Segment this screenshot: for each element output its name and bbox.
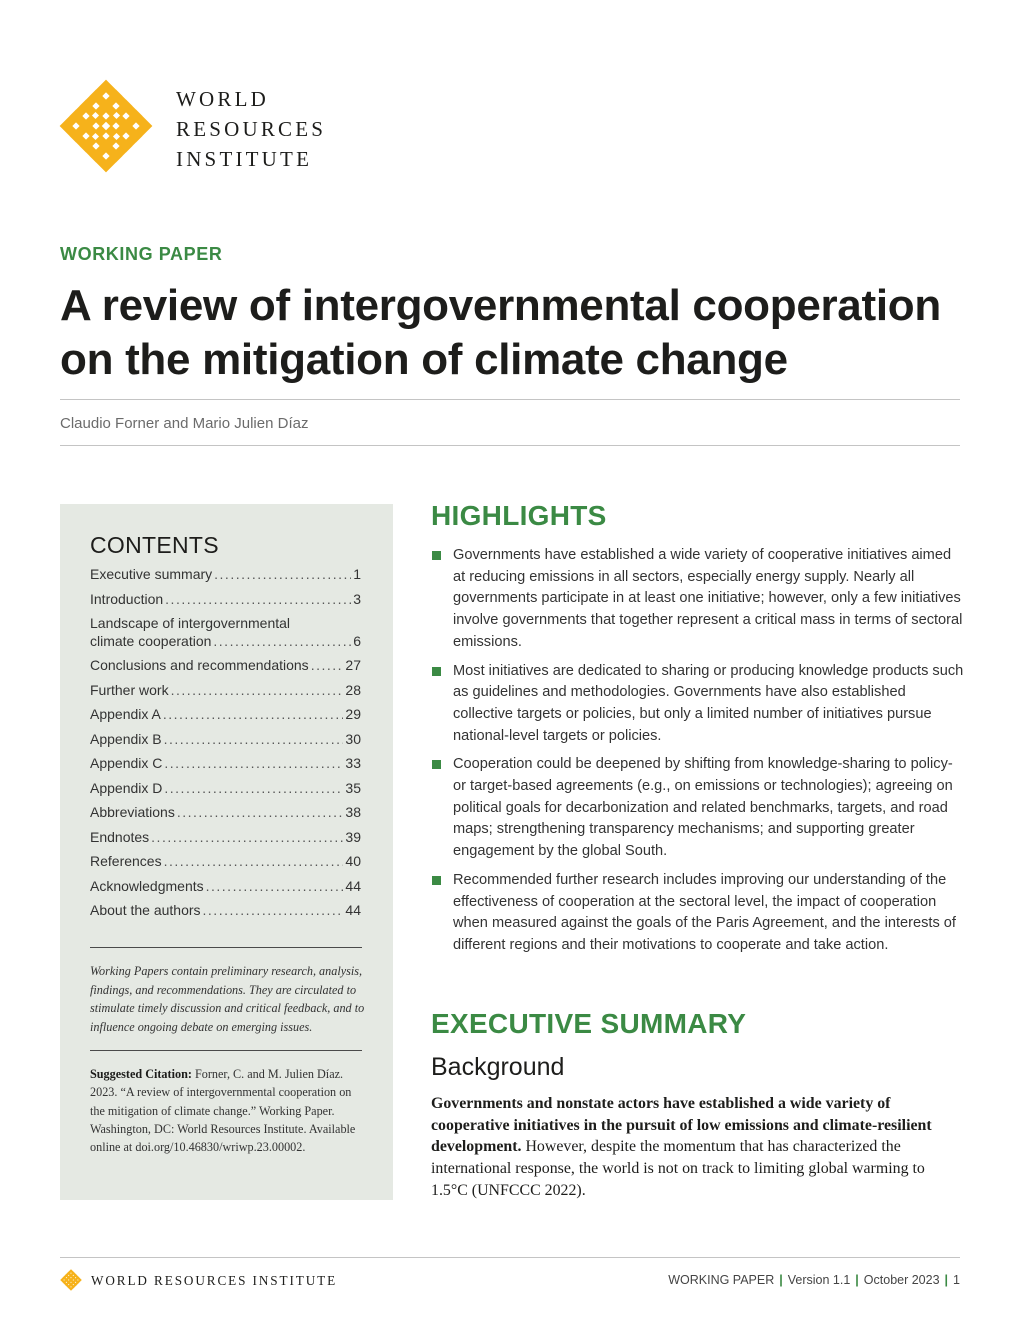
title-line-1: A review of intergovernmental cooperation bbox=[60, 281, 941, 330]
toc-label: Introduction bbox=[90, 590, 164, 607]
bullet-square-icon bbox=[432, 551, 441, 560]
toc-label: Executive summary bbox=[90, 566, 213, 582]
toc-item-abbreviations[interactable] bbox=[90, 804, 361, 822]
toc-page: 3 bbox=[353, 590, 361, 607]
title-divider bbox=[60, 399, 960, 400]
citation-text: Forner, C. and M. Julien Díaz. 2023. “A review of intergovernmental cooperation on the mitigation of climate change.” Working Paper. Washington, DC: World Resources Institute. Available online at doi.org/10.46830/wriwp.23.00002. bbox=[90, 1067, 356, 1155]
toc-item-appendix-c[interactable] bbox=[90, 755, 361, 773]
list-item bbox=[431, 545, 966, 654]
toc-label: Appendix D bbox=[90, 779, 163, 796]
toc-item-landscape[interactable] bbox=[90, 615, 361, 650]
toc-label-2: climate cooperation bbox=[90, 632, 212, 649]
bullet-square-icon bbox=[432, 760, 441, 769]
toc-label: Appendix C bbox=[90, 755, 163, 771]
toc-item-acknowledgments[interactable] bbox=[90, 878, 361, 896]
contents-heading: CONTENTS bbox=[90, 532, 219, 558]
toc-label: Conclusions and recommendations bbox=[90, 657, 309, 673]
bullet-square-icon bbox=[432, 667, 441, 676]
list-item bbox=[431, 661, 966, 748]
toc-item-introduction[interactable] bbox=[90, 591, 361, 609]
toc-page: 44 bbox=[345, 877, 361, 894]
toc-label: Appendix B bbox=[90, 730, 162, 747]
title-line-2: on the mitigation of climate change bbox=[60, 335, 788, 384]
footer-brand: WORLD RESOURCES INSTITUTE bbox=[91, 1273, 338, 1288]
highlight-text: Most initiatives are dedicated to sharing or producing knowledge products such as guidelines and methodologies. Governments have also established collective targets or policies, but only a limited number of initiatives pursue national-level targets or policies. bbox=[453, 662, 964, 744]
toc-item-appendix-a[interactable] bbox=[90, 706, 361, 724]
toc-item-appendix-d[interactable] bbox=[90, 780, 361, 798]
toc-item-conclusions[interactable] bbox=[90, 657, 361, 675]
highlights-heading: HIGHLIGHTS bbox=[431, 500, 607, 531]
table-of-contents bbox=[90, 566, 361, 927]
highlight-text: Governments have established a wide variety of cooperative initiatives aimed at reducing emissions in all sectors, especially energy supply. Nearly all governments participate in at least one initiative; however, only a few initiatives involve governments that together represent a critical mass in terms of sectoral emissions. bbox=[453, 547, 963, 650]
brand-wordmark bbox=[176, 84, 326, 174]
executive-summary-paragraph bbox=[431, 1093, 961, 1202]
list-item bbox=[431, 754, 966, 863]
footer-doc-type: WORKING PAPER bbox=[668, 1273, 775, 1287]
paper-title bbox=[60, 279, 980, 387]
paper-type-label: WORKING PAPER bbox=[60, 244, 223, 264]
toc-item-endnotes[interactable] bbox=[90, 829, 361, 847]
suggested-citation bbox=[90, 1065, 362, 1156]
wri-logo-small-icon bbox=[60, 1269, 82, 1291]
list-item bbox=[431, 870, 966, 957]
sidebar-divider bbox=[90, 1050, 362, 1051]
toc-label: About the authors bbox=[90, 902, 201, 918]
toc-label: Appendix A bbox=[90, 706, 161, 722]
bullet-square-icon bbox=[432, 876, 441, 885]
authors-divider bbox=[60, 445, 960, 446]
toc-page: 44 bbox=[345, 902, 361, 918]
toc-page: 33 bbox=[345, 755, 361, 771]
toc-item-appendix-b[interactable] bbox=[90, 731, 361, 749]
brand-line-1: WORLD bbox=[176, 87, 269, 111]
toc-label: Acknowledgments bbox=[90, 877, 204, 894]
toc-item-further-work[interactable] bbox=[90, 682, 361, 700]
paragraph-text: However, despite the momentum that has characterized the international response, the world is not on track to limiting global warming to 1.5°C (UNFCCC 2022). bbox=[431, 1138, 925, 1199]
toc-label: Further work bbox=[90, 681, 169, 698]
toc-page: 38 bbox=[345, 804, 361, 820]
toc-page: 27 bbox=[345, 657, 361, 673]
footer-divider bbox=[60, 1257, 960, 1258]
toc-page: 40 bbox=[345, 853, 361, 869]
working-paper-note: Working Papers contain preliminary research, analysis, findings, and recommendations. They are circulated to stimulate timely discussion and critical feedback, and to influence ongoing debate on emerging issues. bbox=[90, 964, 365, 1034]
toc-label: Landscape of intergovernmental bbox=[90, 615, 291, 631]
toc-page: 30 bbox=[345, 730, 361, 747]
highlights-list bbox=[431, 545, 966, 964]
toc-page: 35 bbox=[345, 779, 361, 796]
footer-meta: WORKING PAPER | Version 1.1 | October 2023 | 1 bbox=[668, 1273, 960, 1287]
toc-page: 28 bbox=[345, 681, 361, 698]
citation-label: Suggested Citation: bbox=[90, 1067, 192, 1081]
bold-lead-text: Governments and nonstate actors have established a wide variety of cooperative initiatives in the pursuit of low emissions and climate-resilient development. bbox=[431, 1095, 932, 1156]
toc-page: 1 bbox=[353, 566, 361, 582]
toc-page: 6 bbox=[353, 632, 361, 649]
brand-line-3: INSTITUTE bbox=[176, 147, 313, 171]
footer-version: Version 1.1 bbox=[787, 1273, 851, 1287]
background-subheading: Background bbox=[431, 1053, 565, 1081]
authors: Claudio Forner and Mario Julien Díaz bbox=[60, 415, 309, 432]
contents-sidebar bbox=[60, 504, 393, 1200]
executive-summary-heading: EXECUTIVE SUMMARY bbox=[431, 1008, 747, 1039]
toc-page: 29 bbox=[345, 706, 361, 722]
highlight-text: Recommended further research includes improving our understanding of the effectiveness of cooperation at the sectoral level, the impact of cooperation when measured against the goals of the Paris Agreement, and the interests of different regions and their motivations to cooperate and take action. bbox=[453, 871, 956, 953]
toc-item-references[interactable] bbox=[90, 853, 361, 871]
highlight-text: Cooperation could be deepened by shifting from knowledge-sharing to policy- or target-based agreements (e.g., on emissions or technologies); agreeing on political goals for decarbonization and related benchmarks, targets, and road maps; strengthening transparency mechanisms; and supporting greater engagement by the global South. bbox=[453, 756, 953, 860]
footer-date: October 2023 bbox=[863, 1273, 940, 1287]
page-number: 1 bbox=[953, 1273, 960, 1287]
toc-label: Endnotes bbox=[90, 828, 150, 845]
sidebar-divider bbox=[90, 947, 362, 948]
brand-line-2: RESOURCES bbox=[176, 117, 327, 141]
wri-logo-icon bbox=[58, 78, 154, 174]
toc-item-executive-summary[interactable] bbox=[90, 566, 361, 584]
toc-item-about-authors[interactable] bbox=[90, 902, 361, 920]
toc-label: References bbox=[90, 853, 162, 869]
toc-page: 39 bbox=[345, 828, 361, 845]
toc-label: Abbreviations bbox=[90, 804, 175, 820]
